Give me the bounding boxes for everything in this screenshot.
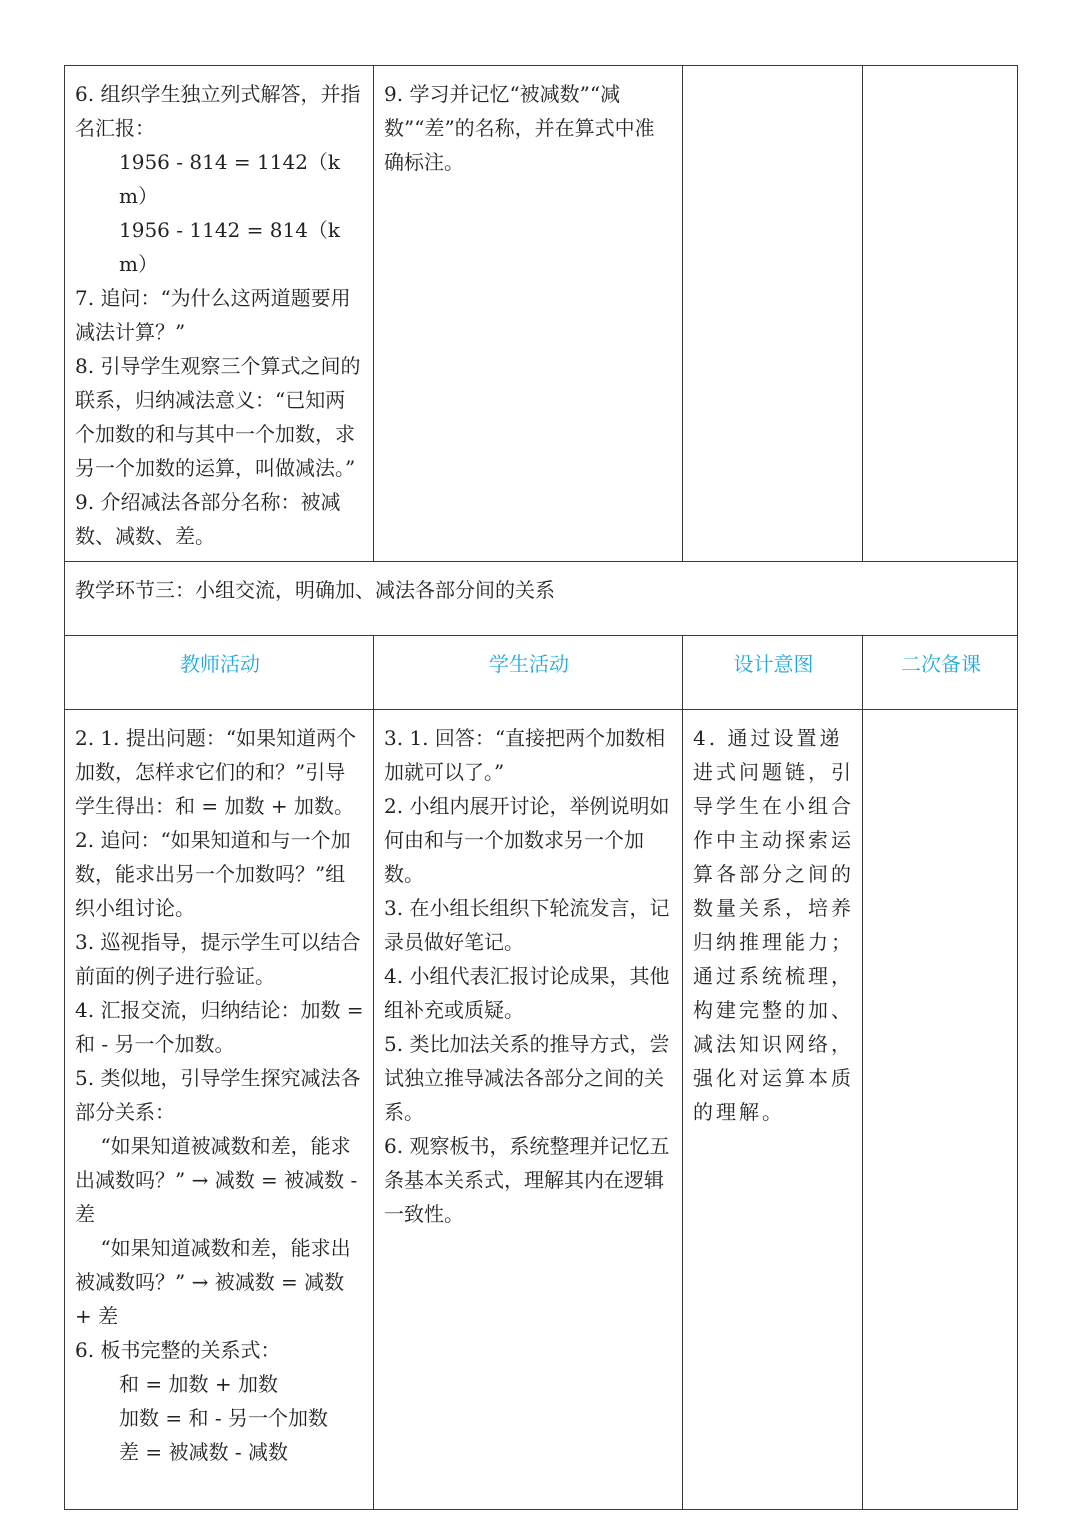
cell-paragraph: “如果知道减数和差，能求出被减数吗？” → 被减数 = 减数 + 差 xyxy=(75,1236,351,1328)
cell-paragraph: 6. 板书完整的关系式： xyxy=(75,1338,281,1362)
cell-paragraph: 7. 追问：“为什么这两道题要用减法计算？” xyxy=(75,286,351,344)
cell-paragraph: 4. 汇报交流，归纳结论：加数 = 和 - 另一个加数。 xyxy=(75,998,370,1056)
cell-paragraph: 2. 1. 提出问题：“如果知道两个加数，怎样求它们的和？”引导学生得出：和 = 加数 + 加数。 xyxy=(75,726,357,818)
student-activity-cell xyxy=(374,710,683,1510)
cell-paragraph: 6. 组织学生独立列式解答，并指名汇报： xyxy=(75,82,361,140)
cell-paragraph: 4. 通过设置递进式问题链，引导学生在小组合作中主动探索运算各部分之间的数量关系，培养归纳推理能力；通过系统梳理，构建完整的加、减法知识网络，强化对运算本质的理解。 xyxy=(693,726,854,1124)
cell-paragraph: 3. 在小组长组织下轮流发言，记录员做好笔记。 xyxy=(384,896,670,954)
second-prep-cell xyxy=(863,66,1018,562)
cell-paragraph: 2. 追问：“如果知道和与一个加数，能求出另一个加数吗？”组织小组讨论。 xyxy=(75,828,351,920)
section-title: 教学环节三：小组交流，明确加、减法各部分间的关系 xyxy=(65,562,1018,636)
cell-paragraph: 3. 巡视指导，提示学生可以结合前面的例子进行验证。 xyxy=(75,930,361,988)
cell-paragraph: 4. 小组代表汇报讨论成果，其他组补充或质疑。 xyxy=(384,964,670,1022)
cell-paragraph: 9. 介绍减法各部分名称：被减数、减数、差。 xyxy=(75,490,341,548)
section-row xyxy=(65,562,1018,636)
cell-paragraph: 5. 类似地，引导学生探究减法各部分关系： xyxy=(75,1066,361,1124)
top-row xyxy=(65,66,1018,562)
header-row xyxy=(65,636,1018,710)
cell-paragraph: 3. 1. 回答：“直接把两个加数相加就可以了。” xyxy=(384,726,666,784)
design-intent-cell xyxy=(683,66,863,562)
design-intent-cell xyxy=(683,710,863,1510)
cell-paragraph: 加数 = 和 - 另一个加数 xyxy=(119,1406,328,1430)
cell-paragraph: 1956 - 1142 = 814（km） xyxy=(119,218,341,276)
cell-paragraph: “如果知道被减数和差，能求出减数吗？” → 减数 = 被减数 - 差 xyxy=(75,1134,364,1226)
header-teacher-activity: 教师活动 xyxy=(65,636,374,710)
second-prep-cell xyxy=(863,710,1018,1510)
cell-paragraph: 8. 引导学生观察三个算式之间的联系，归纳减法意义：“已知两个加数的和与其中一个加数，求另一个加数的运算，叫做减法。” xyxy=(75,354,361,480)
header-design-intent: 设计意图 xyxy=(683,636,863,710)
teacher-activity-cell xyxy=(65,66,374,562)
bottom-row xyxy=(65,710,1018,1510)
cell-paragraph: 6. 观察板书，系统整理并记忆五条基本关系式，理解其内在逻辑一致性。 xyxy=(384,1134,670,1226)
student-activity-cell xyxy=(374,66,683,562)
cell-paragraph: 9. 学习并记忆“被减数”“减数”“差”的名称，并在算式中准确标注。 xyxy=(384,82,655,174)
cell-paragraph: 5. 类比加法关系的推导方式，尝试独立推导减法各部分之间的关系。 xyxy=(384,1032,670,1124)
cell-paragraph: 差 = 被减数 - 减数 xyxy=(119,1440,288,1464)
cell-paragraph: 和 = 加数 + 加数 xyxy=(119,1372,278,1396)
header-student-activity: 学生活动 xyxy=(374,636,683,710)
lesson-plan-table xyxy=(64,65,1018,1510)
cell-paragraph: 2. 小组内展开讨论，举例说明如何由和与一个加数求另一个加数。 xyxy=(384,794,670,886)
cell-paragraph: 1956 - 814 = 1142（km） xyxy=(119,150,341,208)
header-second-prep: 二次备课 xyxy=(863,636,1018,710)
teacher-activity-cell xyxy=(65,710,374,1510)
